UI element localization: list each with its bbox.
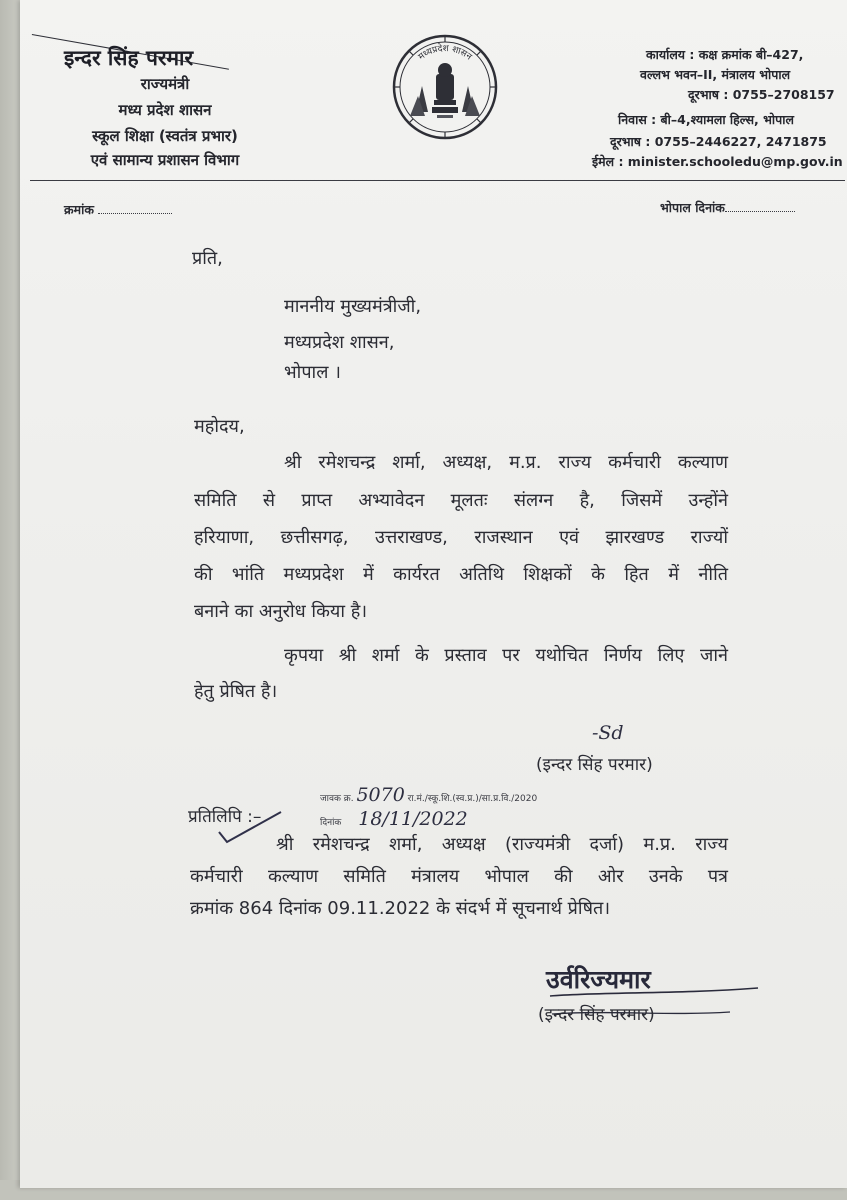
blank-field xyxy=(725,199,795,212)
blank-field xyxy=(98,201,172,214)
office-address-line: वल्लभ भवन–II, मंत्रालय भोपाल xyxy=(640,67,791,82)
dispatch-prefix: जावक क्र. xyxy=(320,794,354,804)
body-line: कृपया श्री शर्मा के प्रस्ताव पर यथोचित निर्णय लिए जाने xyxy=(284,645,728,666)
place-date xyxy=(660,199,795,216)
letterhead-divider xyxy=(30,180,845,181)
residence-phone: दूरभाष : 0755–2446227, 2471875 xyxy=(610,134,827,149)
body-line: हेतु प्रेषित है। xyxy=(194,681,278,702)
copy-label: प्रतिलिपि :– xyxy=(188,807,262,827)
letter-sheet xyxy=(20,0,847,1188)
handwritten-signature: उर्वरिज्यमार xyxy=(546,965,651,994)
body-line: बनाने का अनुरोध किया है। xyxy=(194,601,368,622)
prati-label: प्रति, xyxy=(192,248,223,269)
residence-address: निवास : बी–4,श्यामला हिल्स, भोपाल xyxy=(618,112,794,127)
tick-mark xyxy=(215,808,285,848)
date-prefix: दिनांक xyxy=(320,818,342,828)
designation-line: मध्य प्रदेश शासन xyxy=(118,101,212,119)
svg-text:मध्यप्रदेश शासन: मध्यप्रदेश शासन xyxy=(416,43,474,63)
place-date-label: भोपाल दिनांक xyxy=(660,200,725,215)
body-line: श्री रमेशचन्द्र शर्मा, अध्यक्ष, म.प्र. राज्य कर्मचारी कल्याण xyxy=(284,452,728,473)
addressee-line: माननीय मुख्यमंत्रीजी, xyxy=(284,296,422,317)
email-address: ईमेल : minister.schooledu@mp.gov.in xyxy=(592,154,843,169)
state-emblem-seal xyxy=(392,34,498,140)
addressee-line: भोपाल । xyxy=(284,362,341,383)
date-value: 18/11/2022 xyxy=(358,808,468,830)
copy-line: कर्मचारी कल्याण समिति मंत्रालय भोपाल की ओर उनके पत्र xyxy=(190,866,728,887)
dispatch-stamp xyxy=(320,784,537,806)
body-line: की भांति मध्यप्रदेश में कार्यरत अतिथि शिक्षकों के हित में नीति xyxy=(194,564,728,585)
designation-line: राज्यमंत्री xyxy=(140,75,190,93)
kramank-label: क्रमांक xyxy=(64,202,94,217)
dispatch-number: 5070 xyxy=(356,784,405,806)
designation-line: स्कूल शिक्षा (स्वतंत्र प्रभार) xyxy=(92,127,238,145)
sd-mark: -Sd xyxy=(592,722,624,744)
designation-line: एवं सामान्य प्रशासन विभाग xyxy=(90,151,240,169)
reference-number xyxy=(64,201,172,218)
body-line: समिति से प्राप्त अभ्यावेदन मूलतः संलग्न है, जिसमें उन्होंने xyxy=(194,490,728,511)
minister-name: इन्दर सिंह परमार xyxy=(64,46,194,70)
body-line: हरियाणा, छत्तीसगढ़, उत्तराखण्ड, राजस्थान एवं झारखण्ड राज्यों xyxy=(194,527,728,548)
copy-line: श्री रमेशचन्द्र शर्मा, अध्यक्ष (राज्यमंत्री दर्जा) म.प्र. राज्य xyxy=(276,834,728,855)
dispatch-date xyxy=(320,808,468,830)
copy-line: क्रमांक 864 दिनांक 09.11.2022 के संदर्भ में सूचनार्थ प्रेषित। xyxy=(190,898,611,919)
addressee-line: मध्यप्रदेश शासन, xyxy=(284,332,395,353)
signatory-name: (इन्दर सिंह परमार) xyxy=(536,755,653,775)
dispatch-suffix: रा.मं./स्कू.शि.(स्व.प्र.)/सा.प्र.वि./2020 xyxy=(407,794,538,804)
office-address-line: कार्यालय : कक्ष क्रमांक बी–427, xyxy=(646,47,804,62)
footer-signatory: (इन्दर सिंह परमार) xyxy=(538,1005,655,1025)
salutation: महोदय, xyxy=(194,416,245,437)
office-phone: दूरभाष : 0755–2708157 xyxy=(688,87,835,102)
